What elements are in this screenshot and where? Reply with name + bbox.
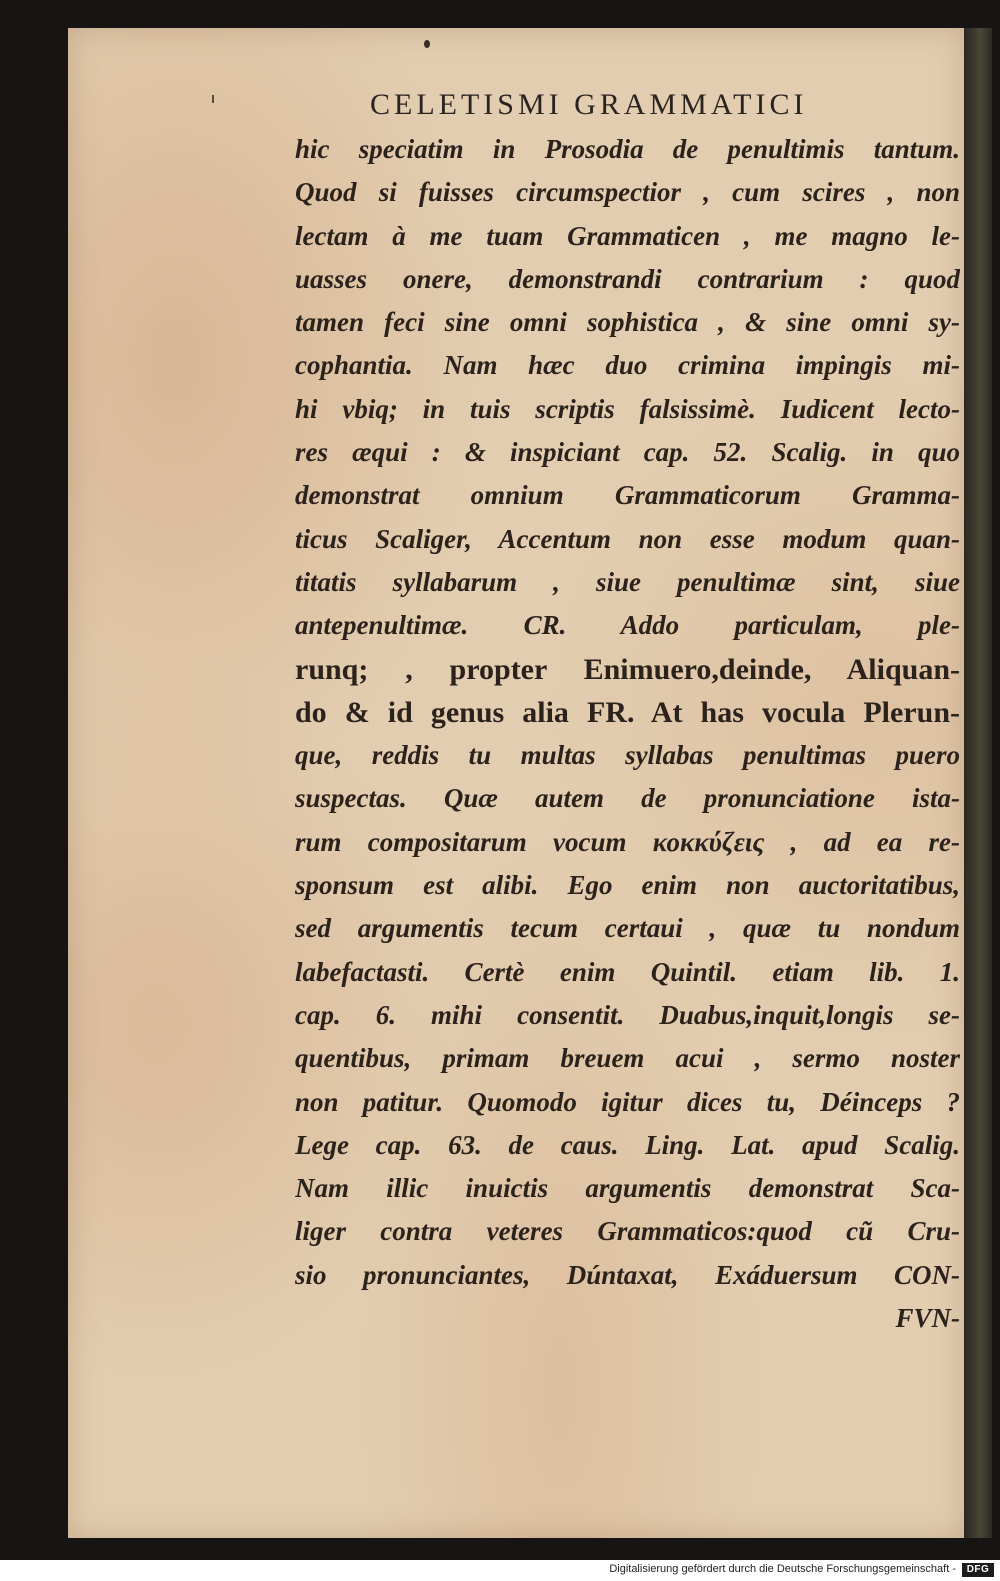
text-line: Lege cap. 63. de caus. Ling. Lat. apud Scalig.	[295, 1129, 960, 1160]
text-line: hi vbiq; in tuis scriptis falsissimè. Iudicent lecto-	[295, 393, 960, 424]
dfg-logo: DFG	[962, 1563, 994, 1577]
text-line: rum compositarum vocum κοκκύζεις , ad ea re-	[295, 826, 960, 857]
text-line: tamen feci sine omni sophistica , & sine omni sy-	[295, 307, 960, 338]
ink-dot	[424, 40, 430, 48]
text-line: que, reddis tu multas syllabas penultimas puero	[295, 740, 960, 771]
text-line: sed argumentis tecum certaui , quæ tu nondum	[295, 913, 960, 944]
ink-mark	[212, 95, 214, 103]
text-line: non patitur. Quomodo igitur dices tu, Déinceps ?	[295, 1086, 960, 1117]
body-text	[295, 128, 960, 1340]
text-line: liger contra veteres Grammaticos:quod cũ Cru-	[295, 1216, 960, 1247]
text-line: labefactasti. Certè enim Quintil. etiam lib. 1.	[295, 956, 960, 987]
text-line: runq; , propter Enimuero,deinde, Aliquan-	[295, 652, 960, 686]
text-line: hic speciatim in Prosodia de penultimis tantum.	[295, 134, 960, 164]
book-edge	[964, 28, 992, 1538]
text-line: cap. 6. mihi consentit. Duabus,inquit,longis se-	[295, 999, 960, 1030]
text-line: antepenultimæ. CR. Addo particulam, ple-	[295, 610, 960, 641]
text-line: titatis syllabarum , siue penultimæ sint, siue	[295, 566, 960, 597]
text-line: quentibus, primam breuem acui , sermo noster	[295, 1043, 960, 1074]
text-line: do & id genus alia FR. At has vocula Plerun-	[295, 695, 960, 729]
text-line: ticus Scaliger, Accentum non esse modum quan-	[295, 523, 960, 554]
running-head: CELETISMI GRAMMATICI	[370, 88, 808, 121]
text-line: sio pronunciantes, Dúntaxat, Exáduersum CON-	[295, 1259, 960, 1290]
footer-bar	[0, 1560, 1000, 1581]
text-line: Nam illic inuictis argumentis demonstrat Sca-	[295, 1173, 960, 1204]
text-line: sponsum est alibi. Ego enim non auctoritatibus,	[295, 870, 960, 901]
text-line: res æqui : & inspiciant cap. 52. Scalig. in quo	[295, 437, 960, 468]
footer-credit: Digitalisierung gefördert durch die Deutsche Forschungsgemeinschaft -	[609, 1563, 956, 1575]
text-line: lectam à me tuam Grammaticen , me magno le-	[295, 220, 960, 251]
text-line: Quod si fuisses circumspectior , cum scires , non	[295, 177, 960, 208]
text-line: FVN-	[895, 1303, 960, 1334]
text-line: cophantia. Nam hæc duo crimina impingis mi-	[295, 350, 960, 381]
text-line: demonstrat omnium Grammaticorum Gramma-	[295, 480, 960, 511]
text-line: suspectas. Quæ autem de pronunciatione ista-	[295, 783, 960, 814]
text-line: uasses onere, demonstrandi contrarium : quod	[295, 263, 960, 294]
